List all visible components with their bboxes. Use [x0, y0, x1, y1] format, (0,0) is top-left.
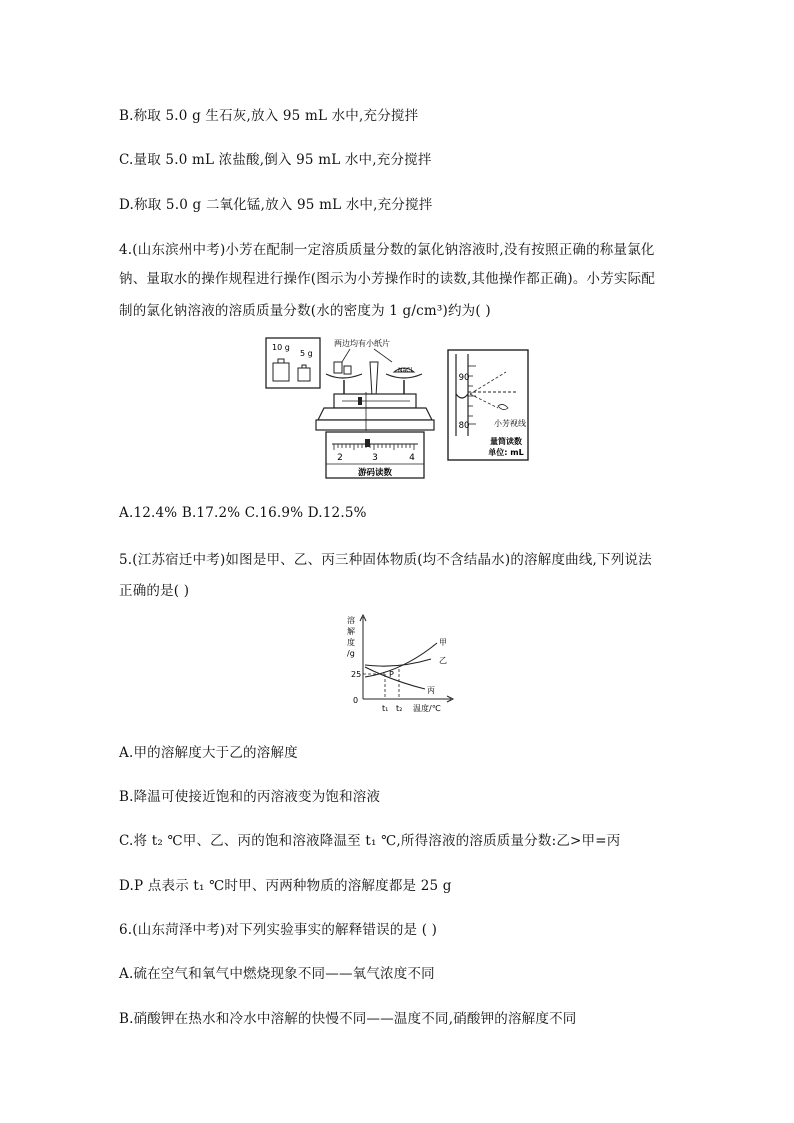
- option-c-q3: C.量取 5.0 mL 浓盐酸,倒入 95 mL 水中,充分搅拌: [119, 152, 432, 168]
- option-c-q5: C.将 t₂ ℃甲、乙、丙的饱和溶液降温至 t₁ ℃,所得溶液的溶质质量分数:乙>甲=丙: [119, 833, 621, 849]
- question-4-options: A.12.4% B.17.2% C.16.9% D.12.5%: [119, 505, 367, 521]
- rider-tick-2: 2: [337, 453, 343, 463]
- rider-tick-3: 3: [372, 453, 378, 463]
- ylabel-char-2: 解: [347, 627, 355, 636]
- paper-label: 两边均有小纸片: [334, 339, 390, 348]
- solubility-curve-figure: [343, 613, 461, 717]
- series-label-yi: 乙: [439, 656, 447, 665]
- view-line-label: 小芳视线: [494, 419, 526, 428]
- svg-text:NaCl: NaCl: [398, 367, 413, 374]
- origin-label: 0: [353, 696, 359, 705]
- question-4-line1: 4.(山东滨州中考)小芳在配制一定溶质质量分数的氯化钠溶液时,没有按照正确的称量氯化: [119, 242, 655, 258]
- point-p-label: P: [389, 670, 394, 679]
- curve-bing: [365, 667, 425, 689]
- question-5-line2: 正确的是( ): [119, 583, 190, 599]
- question-4-line2: 钠、量取水的操作规程进行操作(图示为小芳操作时的读数,其他操作都正确)。小芳实际配: [119, 271, 656, 287]
- option-a-q5: A.甲的溶解度大于乙的溶解度: [119, 745, 298, 761]
- rider-caption: 游码读数: [357, 468, 393, 478]
- cylinder-caption-reading: 量筒读数: [490, 437, 522, 446]
- weight-5g-icon: [298, 368, 310, 381]
- cylinder-tick-90: 90: [458, 373, 470, 383]
- weight-10g-icon: [273, 363, 289, 381]
- question-6-stem: 6.(山东菏泽中考)对下列实验事实的解释错误的是 ( ): [119, 922, 438, 938]
- y-tick-25: 25: [351, 670, 362, 679]
- cylinder-caption-unit: 单位: mL: [488, 448, 524, 457]
- balance-cylinder-figure: [262, 336, 532, 482]
- option-b-q3: B.称取 5.0 g 生石灰,放入 95 mL 水中,充分搅拌: [119, 108, 419, 124]
- question-5-line1: 5.(江苏宿迁中考)如图是甲、乙、丙三种固体物质(均不含结晶水)的溶解度曲线,下列说法: [119, 552, 652, 568]
- ylabel-char-1: 溶: [347, 616, 355, 625]
- balance-icon: [316, 338, 434, 431]
- weight-label-5g: 5 g: [300, 349, 313, 358]
- option-b-q6: B.硝酸钾在热水和冷水中溶解的快慢不同——温度不同,硝酸钾的溶解度不同: [119, 1011, 577, 1027]
- rider-marker: [365, 439, 370, 447]
- xlabel: 温度/℃: [413, 704, 441, 713]
- option-b-q5: B.降温可使接近饱和的丙溶液变为饱和溶液: [119, 789, 381, 805]
- option-d-q3: D.称取 5.0 g 二氧化锰,放入 95 mL 水中,充分搅拌: [119, 197, 433, 213]
- series-label-jia: 甲: [439, 638, 447, 647]
- question-4-line3: 制的氯化钠溶液的溶质质量分数(水的密度为 1 g/cm³)约为( ): [119, 303, 491, 319]
- series-label-bing: 丙: [427, 686, 435, 695]
- option-a-q6: A.硫在空气和氧气中燃烧现象不同——氧气浓度不同: [119, 966, 435, 982]
- ylabel-char-4: /g: [347, 649, 355, 658]
- cylinder-tick-80: 80: [458, 421, 470, 431]
- weight-label-10g: 10 g: [272, 343, 290, 352]
- rider-tick-4: 4: [409, 453, 415, 463]
- ylabel-char-3: 度: [347, 638, 355, 647]
- option-d-q5: D.P 点表示 t₁ ℃时甲、丙两种物质的溶解度都是 25 g: [119, 878, 452, 894]
- curve-yi: [365, 659, 431, 666]
- x-tick-t1: t₁: [382, 704, 389, 713]
- x-tick-t2: t₂: [396, 704, 403, 713]
